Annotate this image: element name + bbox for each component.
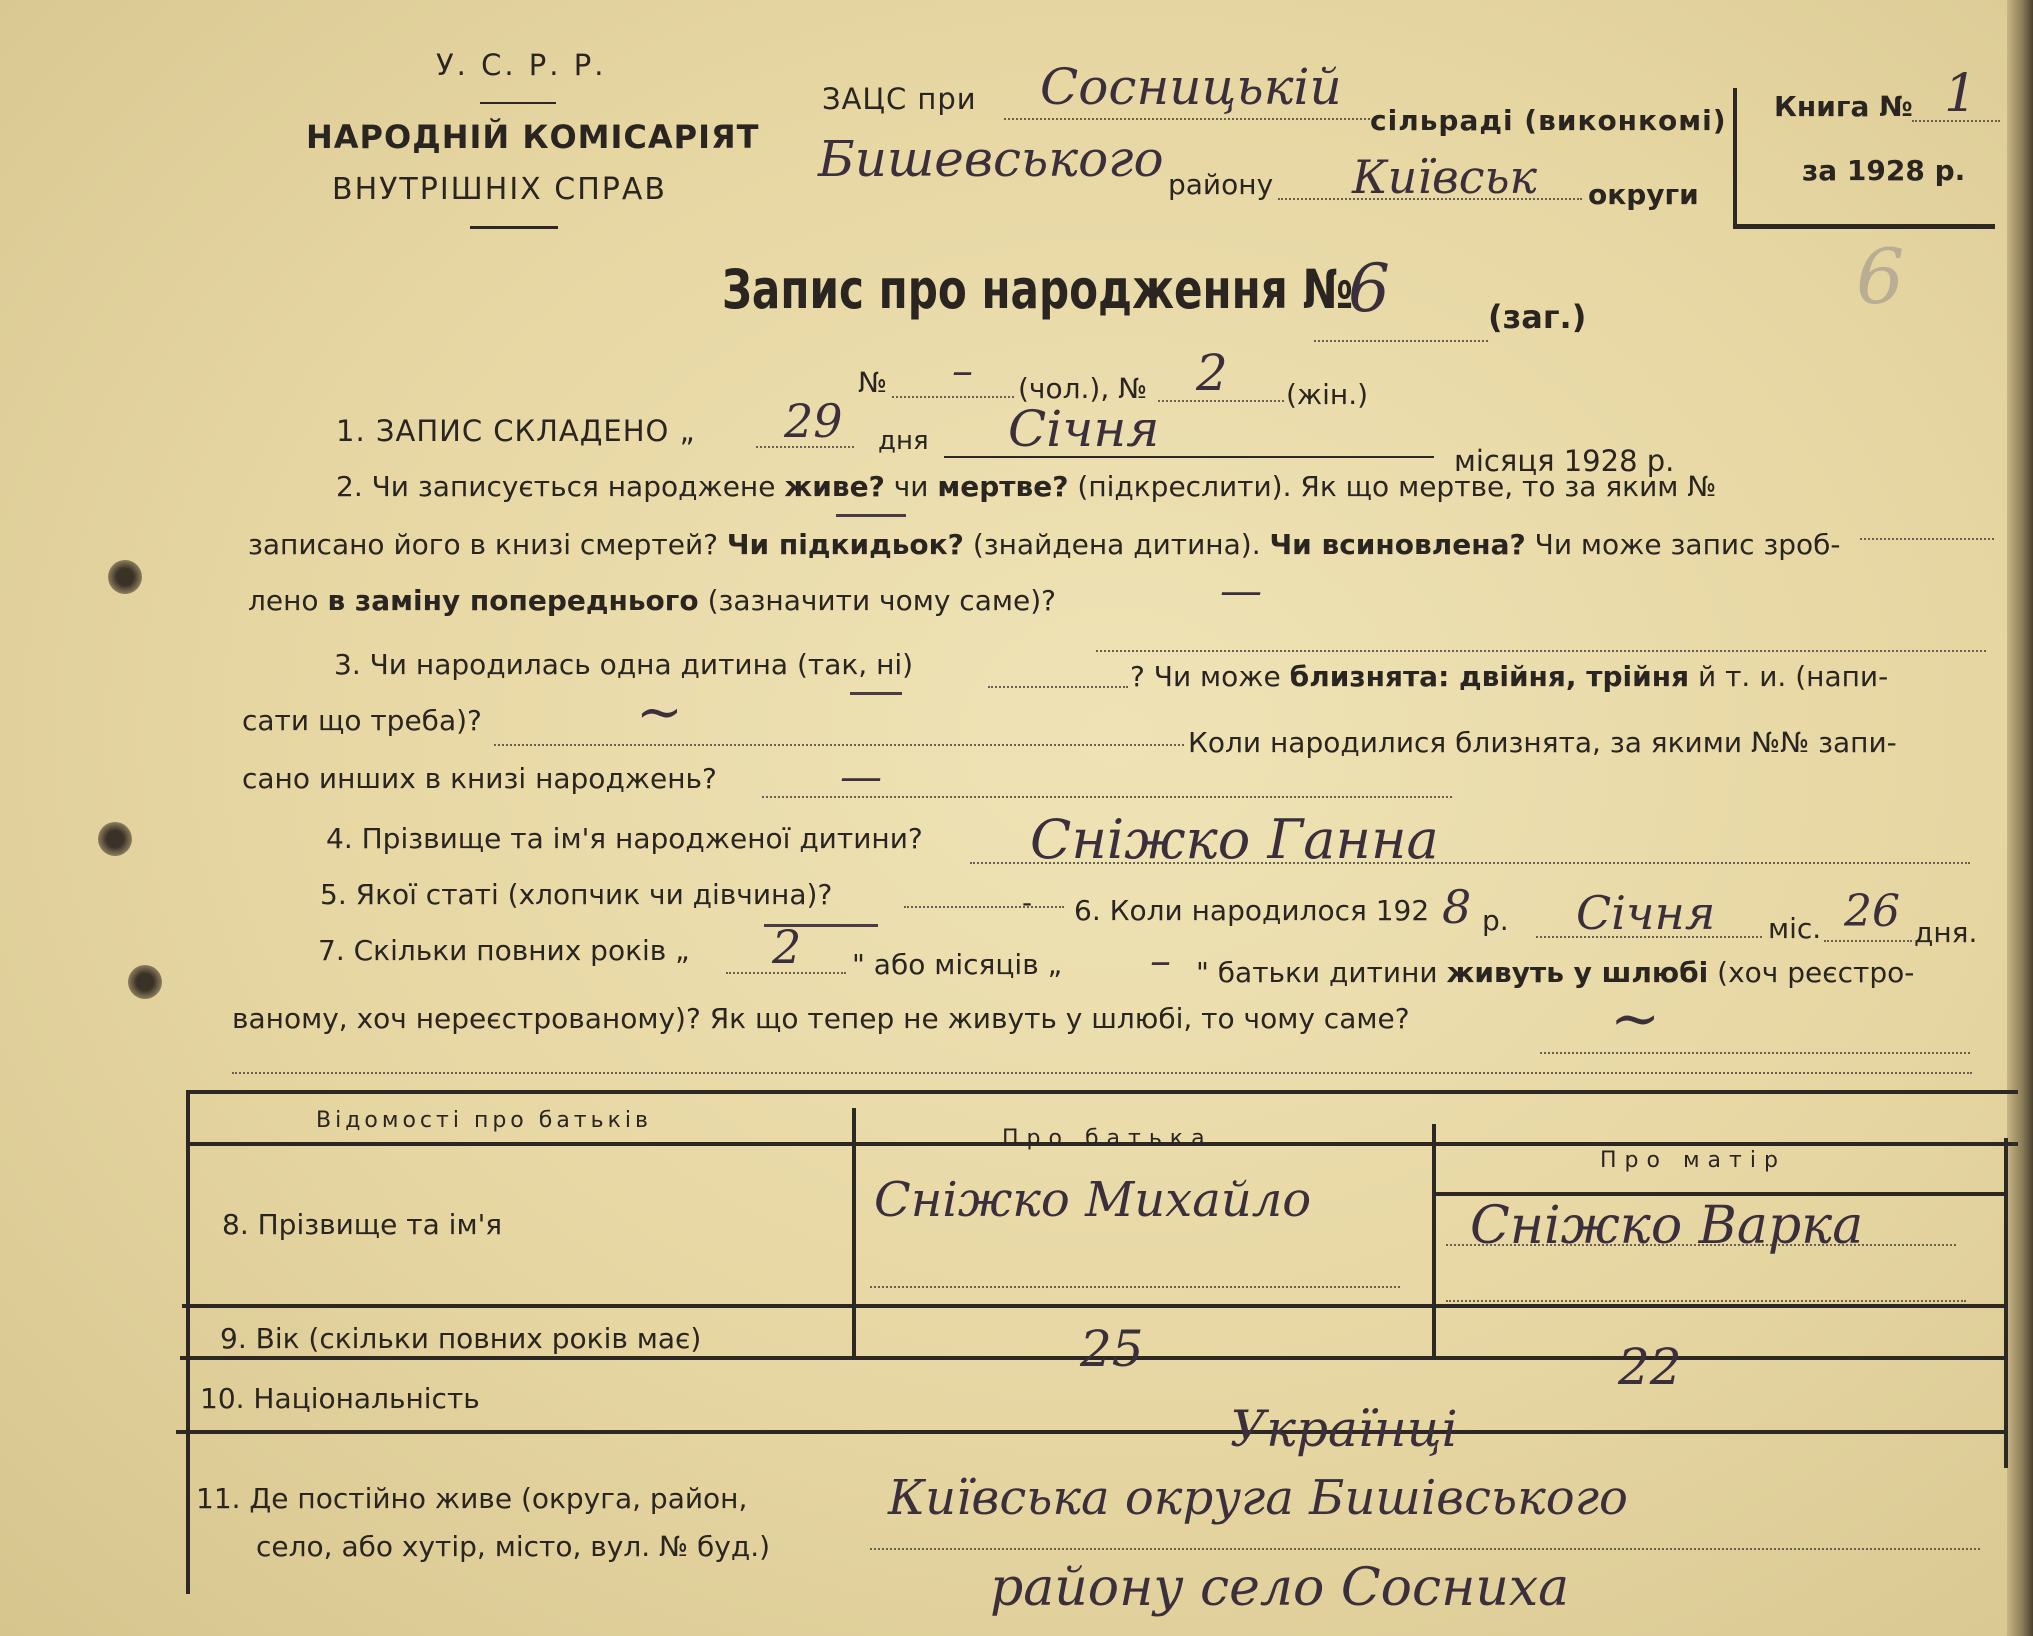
q3-twins-field xyxy=(494,744,1184,746)
commissariat-subheading: ВНУТРІШНІХ СПРАВ xyxy=(332,172,667,207)
q7-years-handwritten: 2 xyxy=(772,920,802,974)
q2-answer-handwritten: — xyxy=(1220,566,1262,615)
table-rule xyxy=(186,1090,190,1594)
q1-month-handwritten: Січня xyxy=(1008,400,1160,458)
q7-line1-right xyxy=(1196,956,1914,989)
father-name-field xyxy=(870,1286,1400,1288)
table-rule xyxy=(852,1108,856,1358)
q6-label: 6. Коли народилося 192 xyxy=(1074,894,1430,927)
q3-etc: й т. и. (напи- xyxy=(1698,660,1889,693)
row-age-label: 9. Вік (скільки повних років має) xyxy=(220,1322,702,1355)
subnumber-prefix: № xyxy=(858,366,888,399)
q2-explain: (зазначити чому саме)? xyxy=(707,584,1056,617)
male-number-field xyxy=(892,396,1014,398)
table-header-mother: Про матір xyxy=(1600,1148,1786,1173)
zags-prefix: ЗАЦС при xyxy=(822,82,977,116)
village-field xyxy=(1004,118,1370,120)
q2-line1-text xyxy=(336,470,1716,503)
q3-twins: близнята: двійня, трійня xyxy=(1289,660,1690,693)
q2-made: лено xyxy=(248,584,319,617)
record-title: Запис про народження № xyxy=(722,258,1354,321)
q5-dash: - xyxy=(1022,886,1033,919)
row-residence-label-1: 11. Де постійно живе (округа, район, xyxy=(196,1482,748,1515)
residence-handwritten-line1: Київська округа Бишівського xyxy=(888,1470,1628,1526)
q7-answer-field xyxy=(1540,1052,1970,1054)
mother-name-handwritten: Сніжко Варка xyxy=(1470,1196,1864,1256)
q4-answer-handwritten: Сніжко Ганна xyxy=(1030,808,1439,871)
q7-line2-text: ваному, хоч нереєстрованому)? Як що тепер не живуть у шлюбі, то чому саме? xyxy=(232,1002,1410,1035)
female-number-handwritten: 2 xyxy=(1196,344,1228,402)
header-rule xyxy=(480,102,556,104)
book-box-border xyxy=(1733,224,1995,229)
q2-or: чи xyxy=(893,470,929,503)
q1-day-word: дня xyxy=(878,426,929,456)
district-handwritten: Бишевського xyxy=(818,130,1164,188)
row-residence-label-2: село, або хутір, місто, вул. № буд.) xyxy=(256,1530,771,1563)
residence-handwritten-line2: району село Сосниха xyxy=(990,1558,1570,1618)
q7-months-handwritten: – xyxy=(1150,936,1171,985)
q3-twins-when: Коли народилися близнята, за якими №№ запи- xyxy=(1188,726,1897,759)
q6-month-handwritten: Січня xyxy=(1576,886,1716,940)
q2-death-question: (підкреслити). Як що мертве, то за яким № xyxy=(1077,470,1717,503)
q6-mis: міс. xyxy=(1768,912,1822,945)
okrug-handwritten: Київськ xyxy=(1352,150,1537,204)
republic-heading: У. С. Р. Р. xyxy=(436,48,607,82)
q7-continuation-field xyxy=(232,1072,1972,1074)
margin-pencil-number: 6 xyxy=(1856,232,1905,321)
male-number-label: (чол.), № xyxy=(1018,372,1148,405)
record-number-field xyxy=(1314,340,1488,342)
q2-adopted: Чи всиновлена? xyxy=(1269,528,1526,561)
q3-line3-text: сано инших в книзі народжень? xyxy=(242,762,717,795)
q7-married: живуть у шлюбі xyxy=(1446,956,1709,989)
q2-alive-option: живе? xyxy=(784,470,885,503)
punch-hole xyxy=(98,822,132,856)
q2-answer-field xyxy=(1096,650,1986,652)
q6-r: р. xyxy=(1482,904,1509,937)
table-rule xyxy=(176,1430,2006,1434)
q2-alive-underline xyxy=(836,514,906,517)
commissariat-heading: НАРОДНІЙ КОМІСАРІЯТ xyxy=(306,118,760,156)
book-year: за 1928 р. xyxy=(1802,154,1966,187)
q6-dnya: дня. xyxy=(1914,916,1978,949)
q7-years-label: 7. Скільки повних років „ xyxy=(318,934,690,967)
q3-line1-text xyxy=(334,648,913,681)
q2-death-number-field xyxy=(1860,538,1994,540)
q3-one-child: 3. Чи народилась одна дитина (так, ні) xyxy=(334,648,914,681)
q5-answer-field xyxy=(904,906,1064,908)
book-label: Книга № xyxy=(1774,90,1913,123)
row-name-label: 8. Прізвище та ім'я xyxy=(222,1208,503,1241)
father-name-handwritten: Сніжко Михайло xyxy=(874,1172,1312,1228)
table-header-parents: Відомості про батьків xyxy=(316,1108,652,1133)
punch-hole xyxy=(108,560,142,594)
book-number-handwritten: 1 xyxy=(1944,64,1978,124)
residence-field xyxy=(870,1548,1980,1550)
q2-question: 2. Чи записується народжене xyxy=(336,470,776,503)
q2-dead-option: мертве? xyxy=(937,470,1069,503)
q6-day-handwritten: 26 xyxy=(1844,886,1900,937)
q2-found-child: (знайдена дитина). xyxy=(972,528,1261,561)
q2-line3-text xyxy=(248,584,1056,617)
q2-replacement: в заміну попереднього xyxy=(327,584,699,617)
female-number-label: (жін.) xyxy=(1286,378,1369,411)
q3-yes-underline xyxy=(850,692,902,695)
table-rule xyxy=(182,1304,2008,1308)
mother-name-field-2 xyxy=(1446,1300,1966,1302)
header-rule xyxy=(470,226,558,229)
q2-foundling: Чи підкидьок? xyxy=(726,528,964,561)
q3-one-child-field xyxy=(988,686,1128,688)
q3-twins-handwritten: ~ xyxy=(636,680,683,745)
village-suffix: сільраді (виконкомі) xyxy=(1370,104,1727,137)
q2-line2-text xyxy=(248,528,1841,561)
q1-label: 1. ЗАПИС СКЛАДЕНО „ xyxy=(336,414,696,448)
table-rule xyxy=(188,1090,2018,1094)
q7-registered: (хоч реєстро- xyxy=(1717,956,1915,989)
table-header-father: Про батька xyxy=(1002,1126,1213,1151)
q4-label: 4. Прізвище та ім'я народженої дитини? xyxy=(326,822,923,855)
q7-parents: " батьки дитини xyxy=(1196,956,1438,989)
record-number-handwritten: 6 xyxy=(1348,250,1390,327)
nationality-handwritten: Українці xyxy=(1230,1400,1458,1458)
okrug-suffix: округи xyxy=(1588,178,1699,211)
book-box-border xyxy=(1733,88,1737,228)
q1-day-handwritten: 29 xyxy=(784,394,843,448)
record-title-suffix: (заг.) xyxy=(1488,298,1587,336)
father-age-handwritten: 25 xyxy=(1080,1320,1144,1378)
mother-age-handwritten: 22 xyxy=(1618,1338,1682,1396)
q1-year-text: місяця 1928 р. xyxy=(1454,444,1675,478)
village-handwritten: Сосницькій xyxy=(1040,58,1342,116)
male-number-handwritten: – xyxy=(952,346,973,395)
q6-year-digit-handwritten: 8 xyxy=(1442,880,1472,934)
table-rule xyxy=(1432,1124,1436,1358)
q5-label: 5. Якої статі (хлопчик чи дівчина)? xyxy=(320,878,833,911)
row-nationality-label: 10. Національність xyxy=(200,1382,480,1415)
q6-day-field xyxy=(1824,940,1912,942)
punch-hole xyxy=(128,965,162,999)
district-suffix: району xyxy=(1168,168,1274,201)
page-edge xyxy=(2007,0,2033,1636)
q3-line2-text: сати що треба)? xyxy=(242,704,482,737)
table-rule xyxy=(2004,1138,2008,1468)
q3-other-handwritten: — xyxy=(840,752,882,801)
q2-maybe-record: Чи може запис зроб- xyxy=(1534,528,1841,561)
q7-months-label: " або місяців „ xyxy=(852,948,1063,981)
q3-maybe: ? Чи може xyxy=(1130,660,1281,693)
q7-answer-handwritten: ~ xyxy=(1610,984,1661,1054)
q3-line1-right xyxy=(1130,660,1888,693)
q2-death-book: записано його в книзі смертей? xyxy=(248,528,719,561)
